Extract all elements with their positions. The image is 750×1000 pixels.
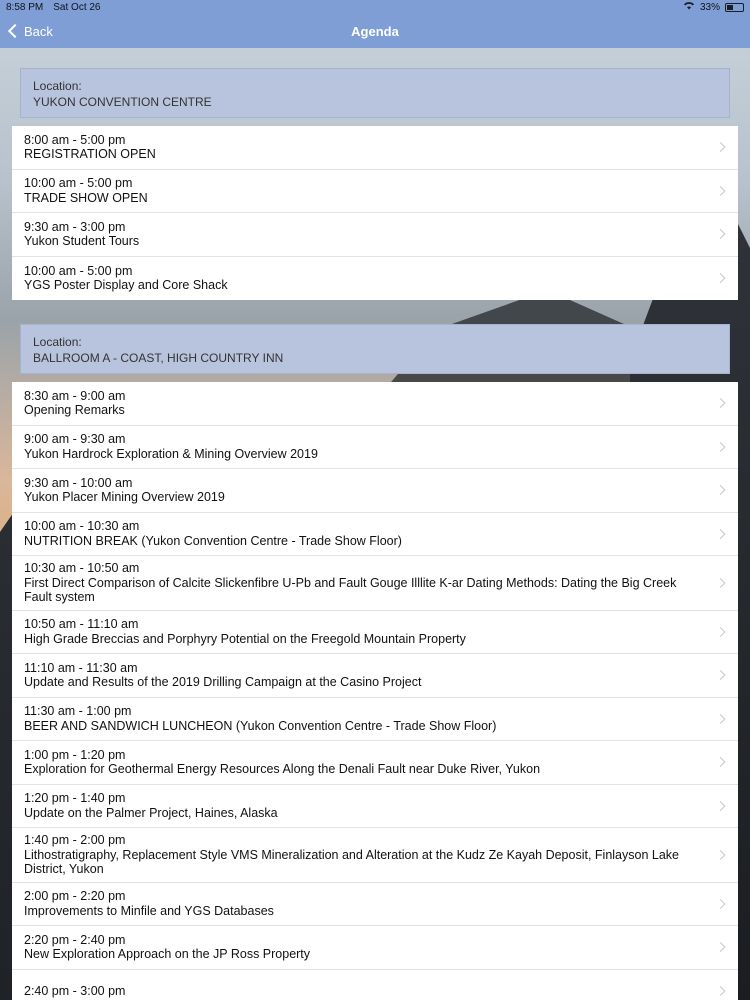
- session-time: 8:00 am - 5:00 pm: [24, 132, 126, 147]
- location-name: BALLROOM A - COAST, HIGH COUNTRY INN: [33, 351, 284, 365]
- chevron-right-icon: [716, 627, 726, 637]
- session-list: [12, 126, 738, 300]
- session-row[interactable]: [12, 883, 738, 927]
- location-header: [20, 324, 730, 374]
- session-time: 2:00 pm - 2:20 pm: [24, 889, 126, 904]
- battery-icon: [725, 3, 744, 12]
- location-header: [20, 68, 730, 118]
- session-title: Lithostratigraphy, Replacement Style VMS Mineralization and Alteration at the Kudz Ze Kayah Deposit, Finlayson Lake District, Yukon: [24, 847, 679, 876]
- session-title: Opening Remarks: [24, 403, 125, 418]
- session-time: 10:00 am - 5:00 pm: [24, 176, 133, 191]
- session-time: 10:50 am - 11:10 am: [24, 617, 139, 632]
- session-time: 1:20 pm - 1:40 pm: [24, 791, 126, 806]
- chevron-right-icon: [716, 398, 726, 408]
- chevron-right-icon: [716, 142, 726, 152]
- session-time: 10:00 am - 5:00 pm: [24, 263, 133, 278]
- session-row[interactable]: [12, 556, 738, 611]
- session-row[interactable]: [12, 126, 738, 170]
- session-title: YGS Poster Display and Core Shack: [24, 278, 228, 293]
- navigation-bar: [0, 14, 750, 48]
- session-title: NUTRITION BREAK (Yukon Convention Centre - Trade Show Floor): [24, 533, 402, 548]
- session-row[interactable]: [12, 828, 738, 883]
- chevron-right-icon: [716, 757, 726, 767]
- session-row[interactable]: [12, 513, 738, 557]
- chevron-right-icon: [716, 801, 726, 811]
- chevron-right-icon: [716, 442, 726, 452]
- status-date: Sat Oct 26: [53, 1, 101, 13]
- session-title: Yukon Placer Mining Overview 2019: [24, 490, 225, 505]
- session-title: High Grade Breccias and Porphyry Potential on the Freegold Mountain Property: [24, 631, 466, 646]
- session-title: Improvements to Minfile and YGS Databases: [24, 903, 274, 918]
- session-title: Update and Results of the 2019 Drilling Campaign at the Casino Project: [24, 675, 422, 690]
- status-time: 8:58 PM: [6, 1, 44, 13]
- session-title: Yukon Hardrock Exploration & Mining Overview 2019: [24, 446, 318, 461]
- session-time: 9:00 am - 9:30 am: [24, 432, 126, 447]
- session-row[interactable]: [12, 382, 738, 426]
- session-row[interactable]: [12, 257, 738, 301]
- chevron-right-icon: [716, 986, 726, 996]
- session-row[interactable]: [12, 970, 738, 1000]
- session-time: 2:40 pm - 3:00 pm: [24, 984, 126, 998]
- session-time: 1:40 pm - 2:00 pm: [24, 833, 126, 847]
- chevron-right-icon: [716, 485, 726, 495]
- session-row[interactable]: [12, 741, 738, 785]
- session-time: 10:00 am - 10:30 am: [24, 519, 140, 534]
- section-gap: [0, 300, 750, 316]
- session-time: 9:30 am - 3:00 pm: [24, 219, 126, 234]
- session-row[interactable]: [12, 698, 738, 742]
- session-row[interactable]: [12, 170, 738, 214]
- session-title: TRADE SHOW OPEN: [24, 190, 148, 205]
- session-title: Update on the Palmer Project, Haines, Alaska: [24, 805, 278, 820]
- session-row[interactable]: [12, 426, 738, 470]
- session-title: Yukon Student Tours: [24, 234, 140, 249]
- chevron-right-icon: [716, 186, 726, 196]
- session-time: 10:30 am - 10:50 am: [24, 561, 140, 575]
- session-title: First Direct Comparison of Calcite Slickenfibre U-Pb and Fault Gouge Illlite K-ar Dating Methods: Dating the Big Creek Fault system: [24, 575, 677, 604]
- location-label: Location:: [33, 79, 82, 93]
- wifi-icon: [683, 1, 695, 13]
- session-row[interactable]: [12, 213, 738, 257]
- chevron-right-icon: [716, 229, 726, 239]
- session-time: 11:30 am - 1:00 pm: [24, 704, 132, 719]
- chevron-right-icon: [716, 899, 726, 909]
- back-button[interactable]: [6, 14, 53, 48]
- session-title: BEER AND SANDWICH LUNCHEON (Yukon Convention Centre - Trade Show Floor): [24, 718, 497, 733]
- chevron-right-icon: [716, 850, 726, 860]
- session-title: Exploration for Geothermal Energy Resources Along the Denali Fault near Duke River, Yukon: [24, 762, 541, 777]
- back-label: Back: [24, 23, 53, 39]
- chevron-right-icon: [716, 714, 726, 724]
- chevron-right-icon: [716, 670, 726, 680]
- page-title: Agenda: [351, 23, 399, 39]
- chevron-right-icon: [716, 529, 726, 539]
- session-time: 11:10 am - 11:30 am: [24, 660, 138, 675]
- session-time: 9:30 am - 10:00 am: [24, 475, 133, 490]
- session-time: 2:20 pm - 2:40 pm: [24, 932, 126, 947]
- session-row[interactable]: [12, 654, 738, 698]
- status-bar: [0, 0, 750, 14]
- chevron-left-icon: [8, 24, 22, 38]
- battery-percent: 33%: [699, 1, 720, 13]
- session-title: REGISTRATION OPEN: [24, 147, 156, 162]
- location-label: Location:: [33, 335, 82, 349]
- session-title: New Exploration Approach on the JP Ross Property: [24, 947, 311, 962]
- session-time: 8:30 am - 9:00 am: [24, 388, 126, 403]
- session-row[interactable]: [12, 785, 738, 829]
- location-name: YUKON CONVENTION CENTRE: [33, 95, 212, 109]
- chevron-right-icon: [716, 578, 726, 588]
- session-time: 1:00 pm - 1:20 pm: [24, 747, 126, 762]
- session-row[interactable]: [12, 926, 738, 970]
- chevron-right-icon: [716, 273, 726, 283]
- session-row[interactable]: [12, 611, 738, 655]
- session-row[interactable]: [12, 469, 738, 513]
- session-list: [12, 382, 738, 1000]
- agenda-list[interactable]: [0, 48, 750, 1000]
- chevron-right-icon: [716, 942, 726, 952]
- status-right: [683, 1, 744, 13]
